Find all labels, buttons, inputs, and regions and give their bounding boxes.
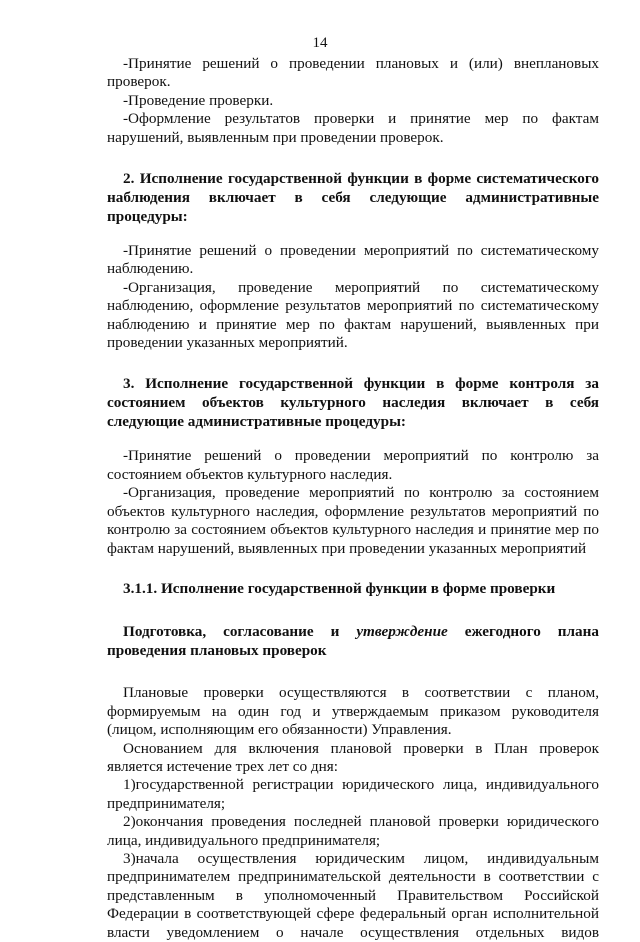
section-2-item-2: -Организация, проведение мероприятий по систематическому наблюдению, оформление результатов мероприятий по систематическому наблюдению и принятие мер по фактам нарушений, выявленных при проведении указанных мероприятий. — [107, 278, 599, 352]
section-3-heading: 3. Исполнение государственной функции в форме контроля за состоянием объектов культурного наследия включает в себя следующие административные процедуры: — [107, 375, 599, 431]
plan-subheading-italic: утверждение — [356, 623, 448, 641]
section-3-item-2: -Организация, проведение мероприятий по контролю за состоянием объектов культурного наследия, оформление результатов мероприятий по контролю за состоянием объектов культурного наследия и принятие мер по фактам нарушений, выявленных при проведении указанных мероприятий — [107, 484, 599, 557]
section-2-heading: 2. Исполнение государственной функции в форме систематического наблюдения включает в себя следующие административные процедуры: — [107, 170, 599, 226]
list-item-inspection: -Проведение проверки. — [123, 91, 274, 109]
section-2-item-1: -Принятие решений о проведении мероприятий по систематическому наблюдению. — [107, 242, 599, 278]
list-item-registration: 1)государственной регистрации юридического лица, индивидуального предпринимателя; — [107, 776, 599, 812]
document-body — [107, 55, 599, 942]
paragraph-inclusion-basis: Основанием для включения плановой проверки в План проверок является истечение трех лет со дня: — [107, 739, 599, 775]
list-item-decision: -Принятие решений о проведении плановых и (или) внеплановых проверок. — [107, 55, 599, 91]
plan-subheading-part-1: Подготовка, согласование и — [123, 623, 357, 641]
list-item-business-start: 3)начала осуществления юридическим лицом, индивидуальным предпринимателем предпринимательской деятельности в соответствии с представленным в уполномоченный Правительством Российской Федерации в соответствующей сфере федеральный орган исполнительной власти уведомлением о начале осуществления отдельных видов — [107, 849, 599, 941]
page-number: 14 — [312, 35, 328, 51]
section-3-item-1: -Принятие решений о проведении мероприятий по контролю за состоянием объектов культурного наследия. — [107, 447, 599, 483]
paragraph-planned-inspections: Плановые проверки осуществляются в соответствии с планом, формируемым на один год и утверждаемым приказом руководителя (лицом, исполняющим его обязанности) Управления. — [107, 684, 599, 739]
list-item-results: -Оформление результатов проверки и принятие мер по фактам нарушений, выявленным при проведении проверок. — [107, 110, 599, 146]
list-item-last-inspection: 2)окончания проведения последней плановой проверки юридического лица, индивидуального предпринимателя; — [107, 813, 599, 849]
section-3-1-1-heading: 3.1.1. Исполнение государственной функции в форме проверки — [123, 579, 556, 597]
plan-subheading-part-2: ежегодного плана проведения плановых проверок — [107, 623, 599, 660]
plan-subheading — [107, 622, 599, 660]
